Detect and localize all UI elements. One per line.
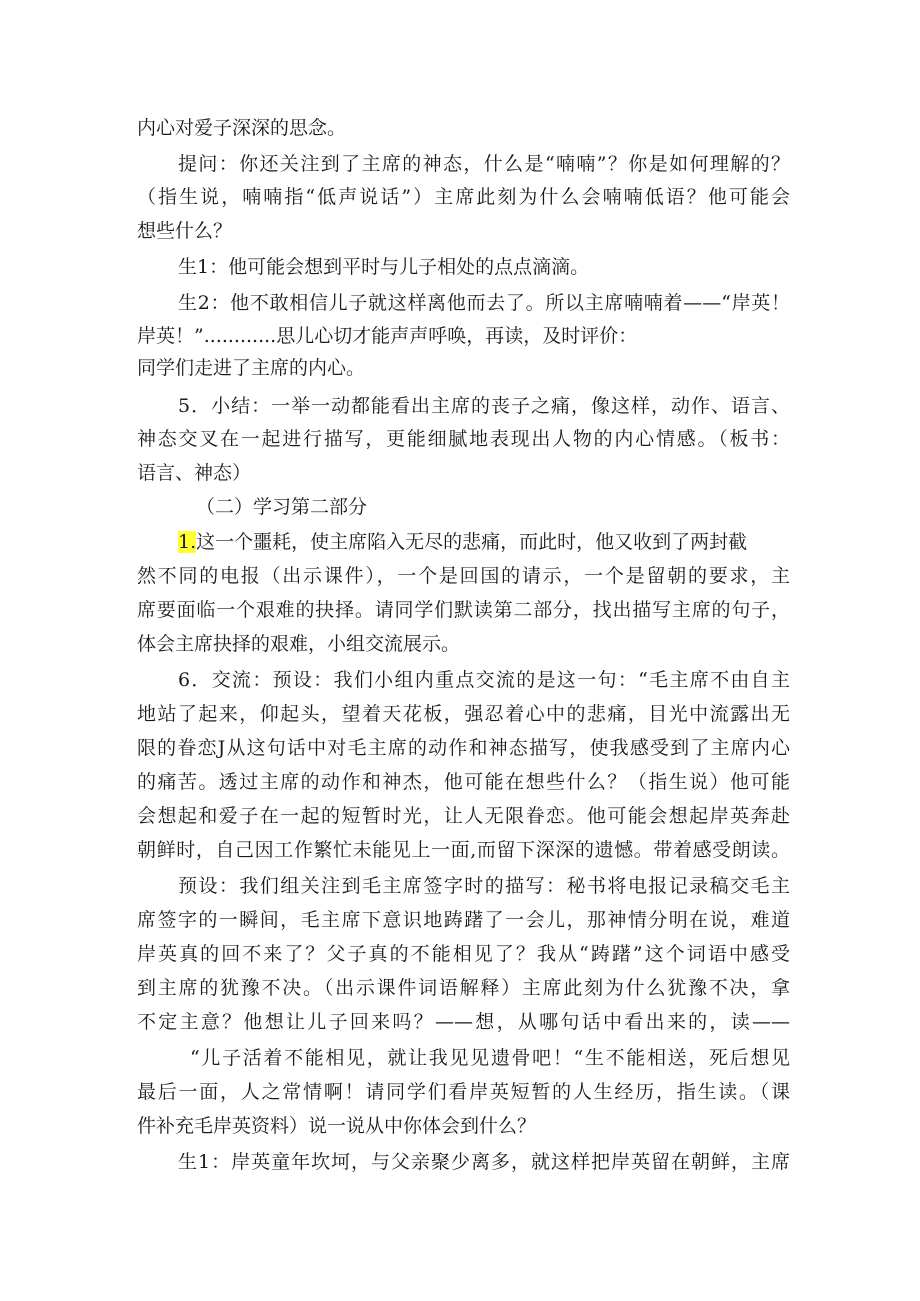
text-line: 想些什么？ xyxy=(137,220,233,242)
highlighted-list-marker: 1. xyxy=(178,531,197,553)
text-line: 5．小结：一举一动都能看出主席的丧子之痛，像这样，动作、语言、 xyxy=(178,395,790,417)
text-line: 内心对爱子深深的思念。 xyxy=(137,117,347,139)
text-line: 朝鲜时，自己因工作繁忙未能见上一面,而留下深深的遗憾。带着感受朗读。 xyxy=(137,839,790,861)
text-line: 生1：他可能会想到平时与儿子相处的点点滴滴。 xyxy=(178,256,590,278)
text-line: 生1：岸英童年坎坷，与父亲聚少离多，就这样把岸英留在朝鲜，主席 xyxy=(178,1151,790,1173)
text-line: 会想起和爱子在一起的短暂时光，让人无限眷恋。他可能会想起岸英奔赴 xyxy=(137,805,790,827)
text-line: 不定主意？他想让儿子回来吗？——想，从哪句话中看出来的，读—— xyxy=(137,1011,790,1033)
text-line: 最后一面，人之常情啊！请同学们看岸英短暂的人生经历，指生读。（课 xyxy=(137,1081,790,1103)
text-line: 岸英！”............思儿心切才能声声呼唤，再读，及时评价： xyxy=(137,325,638,347)
text-line: 语言、神态） xyxy=(137,462,252,484)
text-line-content: 这一个噩耗，使主席陷入无尽的悲痛，而此时，他又收到了两封截 xyxy=(196,531,748,553)
text-line: （指生说，喃喃指“低声说话”）主席此刻为什么会喃喃低语？他可能会 xyxy=(137,186,790,208)
text-line: 体会主席抉择的艰难，小组交流展示。 xyxy=(137,633,461,655)
text-line: 生2：他不敢相信儿子就这样离他而去了。所以主席喃喃着——“岸英！ xyxy=(178,292,790,314)
text-line: 提问：你还关注到了主席的神态，什么是“喃喃”？你是如何理解的？ xyxy=(178,153,790,175)
text-line: 席签字的一瞬间，毛主席下意识地踌躇了一会儿，那神情分明在说，难道 xyxy=(137,909,790,931)
text-line: 限的眷恋J从这句话中对毛主席的动作和神态描写，使我感受到了主席内心 xyxy=(137,737,790,759)
text-line: 到主席的犹豫不决。（出示课件词语解释）主席此刻为什么犹豫不决，拿 xyxy=(137,977,790,999)
text-line: 同学们走进了主席的内心。 xyxy=(137,357,366,379)
text-line: 件补充毛岸英资料）说一说从中你体会到什么？ xyxy=(137,1115,537,1137)
text-line xyxy=(178,529,790,555)
text-line: 岸英真的回不来了？父子真的不能相见了？我从“踌躇”这个词语中感受 xyxy=(137,943,790,965)
text-line: 席要面临一个艰难的抉择。请同学们默读第二部分，找出描写主席的句子， xyxy=(137,599,790,621)
text-line: 然不同的电报（出示课件），一个是回国的请示，一个是留朝的要求，主 xyxy=(137,565,790,587)
section-heading: （二）学习第二部分 xyxy=(196,496,368,518)
text-line: “儿子活着不能相见，就让我见见遗骨吧！“生不能相送，死后想见 xyxy=(190,1047,790,1069)
text-line: 6．交流：预设：我们小组内重点交流的是这一句：“毛主席不由自主 xyxy=(178,669,790,691)
text-line: 地站了起来，仰起头，望着天花板，强忍着心中的悲痛，目光中流露出无 xyxy=(137,703,790,725)
text-line: 的痛苦。透过主席的动作和神杰，他可能在想些什么？（指生说）他可能 xyxy=(137,771,790,793)
text-line: 神态交叉在一起进行描写，更能细腻地表现出人物的内心情感。（板书： xyxy=(137,428,790,450)
text-line: 预设：我们组关注到毛主席签字时的描写：秘书将电报记录稿交毛主 xyxy=(178,875,790,897)
